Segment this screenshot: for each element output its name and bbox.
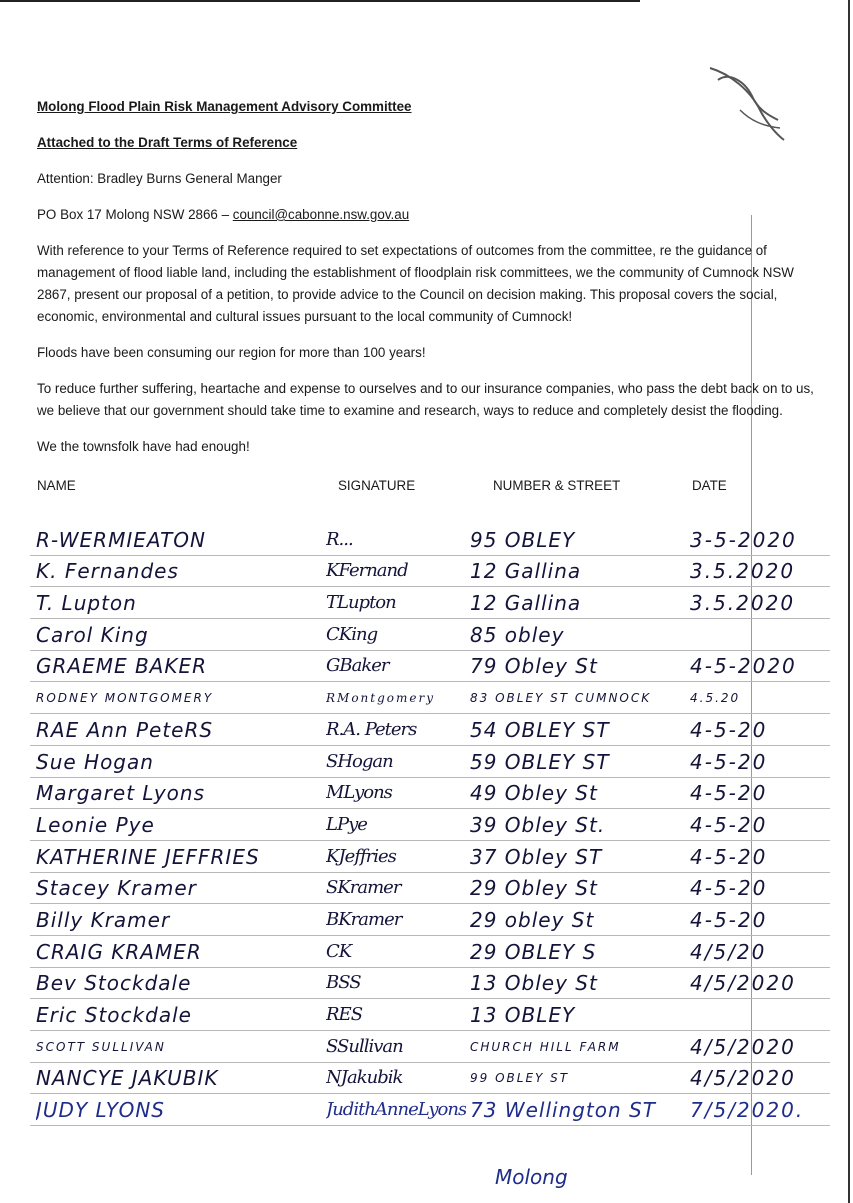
table-row: [30, 1063, 830, 1095]
table-row: [30, 746, 830, 778]
row-signature: RMontgomery: [326, 691, 435, 706]
row-street: 73 Wellington ST: [470, 1098, 656, 1123]
row-street: 29 Obley St: [470, 876, 598, 901]
letter-subtitle: Attached to the Draft Terms of Reference: [37, 135, 298, 150]
table-row: [30, 556, 830, 588]
top-border-line: [0, 0, 640, 2]
row-street: 13 OBLEY: [470, 1003, 576, 1027]
row-street: 95 OBLEY: [470, 527, 576, 552]
table-row: [30, 1094, 830, 1126]
row-date: 4.5.20: [690, 691, 741, 706]
row-date: 4-5-20: [690, 749, 768, 774]
table-row: [30, 841, 830, 873]
table-row: [30, 587, 830, 619]
row-name: KATHERINE JEFFRIES: [36, 844, 260, 869]
column-header-signature: SIGNATURE: [338, 478, 416, 493]
row-street: 79 Obley St: [470, 654, 598, 679]
row-signature: R...: [326, 528, 353, 550]
row-name: Billy Kramer: [36, 907, 171, 932]
column-header-street: NUMBER & STREET: [493, 478, 621, 493]
table-row: [30, 778, 830, 810]
attention-line: Attention: Bradley Burns General Manger: [37, 171, 282, 186]
row-name: JUDY LYONS: [36, 1098, 166, 1123]
row-street: 54 OBLEY ST: [470, 717, 610, 742]
row-street: 83 OBLEY ST CUMNOCK: [470, 691, 652, 706]
row-date: 4-5-2020: [690, 654, 797, 679]
row-name: T. Lupton: [36, 591, 137, 616]
column-header-name: NAME: [37, 478, 76, 493]
row-street: 29 OBLEY S: [470, 939, 597, 964]
row-date: 3-5-2020: [690, 527, 797, 552]
row-date: 7/5/2020.: [690, 1098, 805, 1123]
signature-table: [30, 524, 830, 1126]
paragraph-townsfolk: We the townsfolk have had enough!: [37, 439, 250, 454]
row-name: RAE Ann PeteRS: [36, 717, 214, 742]
row-date: 4-5-20: [690, 812, 768, 837]
row-signature: KFernand: [326, 560, 408, 582]
row-street: 85 obley: [470, 622, 565, 647]
row-name: Eric Stockdale: [36, 1003, 192, 1027]
row-date: 4/5/2020: [690, 1034, 796, 1059]
row-signature: BSS: [326, 972, 361, 994]
row-name: K. Fernandes: [36, 559, 179, 584]
row-street: 29 obley St: [470, 907, 595, 932]
row-street: 12 Gallina: [470, 591, 582, 616]
row-street: 39 Obley St.: [470, 812, 606, 837]
table-row: [30, 968, 830, 1000]
row-street: 59 OBLEY ST: [470, 749, 610, 774]
row-date: 4-5-20: [690, 781, 768, 806]
row-name: GRAEME BAKER: [36, 654, 208, 679]
row-name: NANCYE JAKUBIK: [36, 1066, 219, 1091]
row-signature: TLupton: [326, 592, 396, 614]
row-signature: BKramer: [326, 908, 402, 930]
row-signature: SSullivan: [326, 1035, 403, 1057]
row-street-suburb: Molong: [495, 1165, 568, 1189]
table-row: [30, 619, 830, 651]
row-street: 12 Gallina: [470, 559, 582, 584]
column-header-date: DATE: [692, 478, 727, 493]
table-row: [30, 904, 830, 936]
row-name: Leonie Pye: [36, 812, 155, 837]
address-line: [37, 204, 817, 226]
table-row: [30, 936, 830, 968]
row-signature: CK: [326, 940, 352, 962]
row-date: 3.5.2020: [690, 559, 796, 584]
table-row: [30, 714, 830, 746]
row-signature: LPye: [326, 813, 367, 835]
row-signature: NJakubik: [326, 1067, 403, 1089]
row-signature: SKramer: [326, 877, 401, 899]
row-name: Sue Hogan: [36, 749, 154, 774]
row-name: Margaret Lyons: [36, 781, 206, 806]
row-name: RODNEY MONTGOMERY: [36, 691, 214, 706]
paragraph-reference: With reference to your Terms of Reference required to set expectations of outcomes from the committee, re the guidance of management of flood liable land, including the establishment of floodplain risk committees, we the community of Cumnock NSW 2867, present our proposal of a petition, to provide advice to the Council on decision making. This proposal covers the social, economic, environmental and cultural issues pursuant to the local community of Cumnock!: [37, 243, 794, 324]
row-street: 13 Obley St: [470, 971, 598, 996]
row-name: R-WERMIEATON: [36, 527, 207, 552]
right-border-line: [848, 0, 850, 1203]
table-row: [30, 1031, 830, 1063]
table-row: [30, 999, 830, 1031]
table-row: [30, 873, 830, 905]
row-signature: CKing: [326, 623, 378, 645]
table-row: [30, 524, 830, 556]
row-date: 4/5/20: [690, 939, 767, 964]
row-name: CRAIG KRAMER: [36, 939, 202, 964]
row-date: 4-5-20: [690, 717, 768, 742]
letter-title: Molong Flood Plain Risk Management Advisory Committee: [37, 99, 412, 114]
table-row: [30, 809, 830, 841]
row-street: 49 Obley St: [470, 781, 598, 806]
row-signature: KJeffries: [326, 845, 396, 867]
row-date: 4-5-20: [690, 907, 768, 932]
row-signature: MLyons: [326, 782, 392, 804]
row-street: 99 OBLEY ST: [470, 1071, 570, 1086]
row-date: 4-5-20: [690, 876, 768, 901]
table-row: [30, 651, 830, 683]
row-name: SCOTT SULLIVAN: [36, 1039, 166, 1054]
row-street: 37 Obley ST: [470, 844, 603, 869]
row-signature: SHogan: [326, 750, 393, 772]
row-date: 4/5/2020: [690, 1066, 796, 1091]
row-name: Stacey Kramer: [36, 876, 197, 901]
row-signature: R.A. Peters: [326, 718, 417, 740]
address-text: PO Box 17 Molong NSW 2866 –: [37, 207, 233, 222]
email-link[interactable]: council@cabonne.nsw.gov.au: [232, 207, 410, 222]
row-signature: RES: [326, 1004, 363, 1025]
row-date: 4-5-20: [690, 844, 768, 869]
row-name: Carol King: [36, 622, 149, 647]
paragraph-reduce: To reduce further suffering, heartache and expense to ourselves and to our insurance companies, who pass the debt back on to us, we believe that our government should take time to examine and research, ways to reduce and completely desist the flooding.: [37, 381, 814, 418]
row-name: Bev Stockdale: [36, 971, 192, 996]
row-street: CHURCH HILL FARM: [470, 1039, 621, 1054]
row-signature: GBaker: [326, 655, 389, 677]
row-signature: JudithAnneLyons: [326, 1099, 466, 1121]
row-date: 3.5.2020: [690, 591, 796, 616]
letter-body: [37, 96, 817, 458]
row-date: 4/5/2020: [690, 971, 796, 996]
paragraph-floods: Floods have been consuming our region for more than 100 years!: [37, 345, 426, 360]
table-row: [30, 682, 830, 714]
